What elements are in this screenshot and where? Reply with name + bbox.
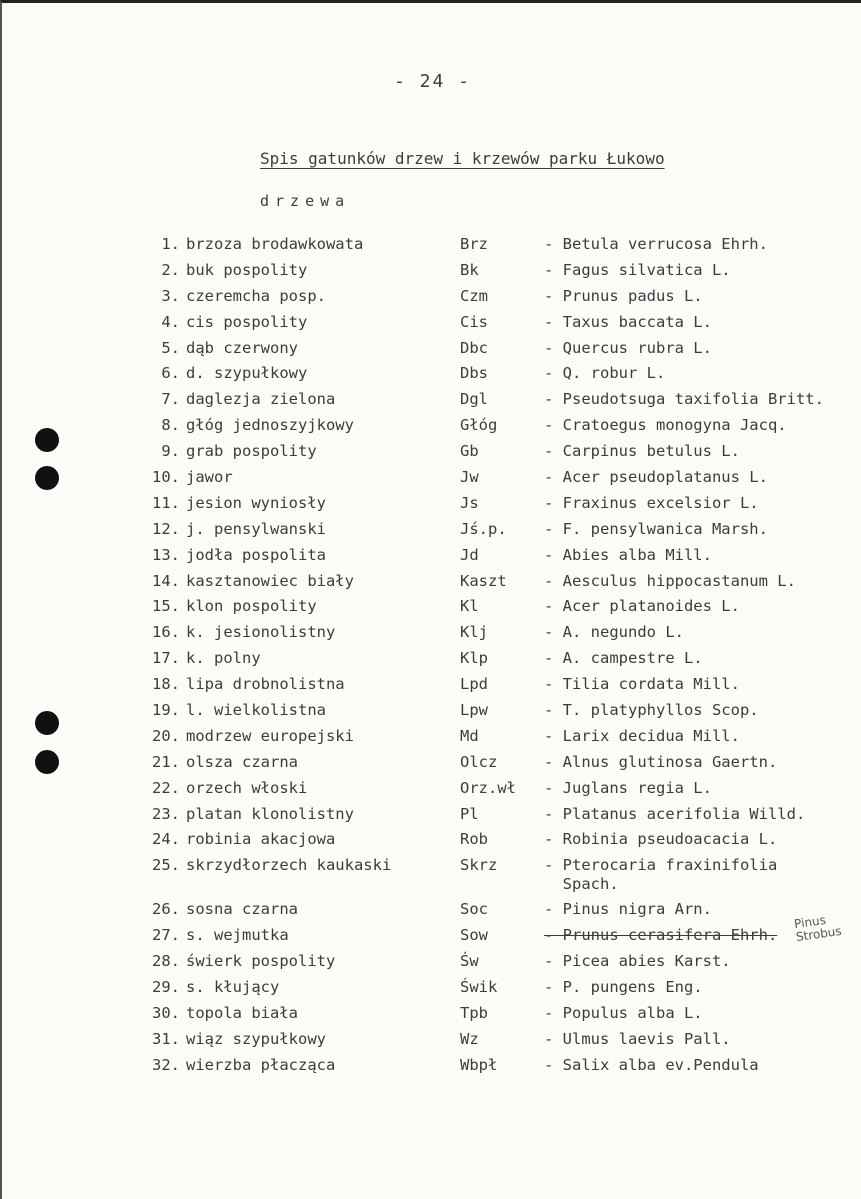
item-number: 27.	[152, 926, 180, 945]
abbreviation: Lpw	[460, 701, 488, 720]
list-item	[2, 546, 861, 572]
list-item	[2, 753, 861, 779]
polish-name: topola biała	[186, 1003, 298, 1022]
latin-name: - P. pungens Eng.	[544, 978, 703, 997]
item-number: 11.	[152, 493, 180, 512]
list-item	[2, 235, 861, 261]
abbreviation: Pl	[460, 804, 479, 823]
item-number: 3.	[161, 286, 180, 305]
latin-name: - F. pensylwanica Marsh.	[544, 519, 768, 538]
list-item	[2, 287, 861, 313]
page-title: Spis gatunków drzew i krzewów parku Łukowo	[260, 149, 665, 168]
latin-name: - Q. robur L.	[544, 364, 666, 383]
abbreviation: Wz	[460, 1029, 479, 1048]
abbreviation: Bk	[460, 260, 479, 279]
latin-name: - Carpinus betulus L.	[544, 442, 740, 461]
section-heading: drzewa	[260, 192, 351, 210]
item-number: 9.	[161, 442, 180, 461]
latin-name: - Salix alba ev.Pendula	[544, 1055, 759, 1074]
item-number: 2.	[161, 260, 180, 279]
polish-name: kasztanowiec biały	[186, 571, 354, 590]
abbreviation: Js	[460, 493, 479, 512]
abbreviation: Dbc	[460, 338, 488, 357]
punch-hole-icon	[35, 466, 59, 490]
abbreviation: Głóg	[460, 416, 498, 435]
latin-name: - Larix decidua Mill.	[544, 726, 740, 745]
latin-name: - Alnus glutinosa Gaertn.	[544, 752, 778, 771]
item-number: 21.	[152, 752, 180, 771]
abbreviation: Dbs	[460, 364, 488, 383]
list-item	[2, 442, 861, 468]
polish-name: jawor	[186, 468, 233, 487]
item-number: 31.	[152, 1029, 180, 1048]
list-item	[2, 856, 861, 900]
latin-name: - Cratoegus monogyna Jacq.	[544, 416, 787, 435]
item-number: 5.	[161, 338, 180, 357]
polish-name: klon pospolity	[186, 597, 317, 616]
item-number: 25.	[152, 856, 180, 875]
abbreviation: Świk	[460, 978, 498, 997]
list-item	[2, 805, 861, 831]
latin-name: - Ulmus laevis Pall.	[544, 1029, 731, 1048]
polish-name: lipa drobnolistna	[186, 675, 345, 694]
latin-name: - Fagus silvatica L.	[544, 260, 731, 279]
item-number: 20.	[152, 726, 180, 745]
punch-hole-icon	[35, 428, 59, 452]
polish-name: k. polny	[186, 649, 261, 668]
abbreviation: Sow	[460, 926, 488, 945]
polish-name: daglezja zielona	[186, 390, 336, 409]
polish-name: grab pospolity	[186, 442, 317, 461]
list-item	[2, 900, 861, 926]
list-item	[2, 520, 861, 546]
latin-name: - Platanus acerifolia Willd.	[544, 804, 806, 823]
latin-name: - Betula verrucosa Ehrh.	[544, 235, 768, 253]
list-item	[2, 675, 861, 701]
latin-name: - Fraxinus excelsior L.	[544, 493, 759, 512]
polish-name: wierzba płacząca	[186, 1055, 336, 1074]
list-item	[2, 494, 861, 520]
list-item	[2, 1004, 861, 1030]
polish-name: sosna czarna	[186, 900, 298, 919]
latin-name: - Aesculus hippocastanum L.	[544, 571, 796, 590]
abbreviation: Orz.wł	[460, 778, 516, 797]
polish-name: brzoza brodawkowata	[186, 235, 364, 253]
abbreviation: Klp	[460, 649, 488, 668]
item-number: 29.	[152, 978, 180, 997]
polish-name: d. szypułkowy	[186, 364, 308, 383]
latin-name: - Prunus cerasifera Ehrh.	[544, 926, 778, 945]
item-number: 14.	[152, 571, 180, 590]
polish-name: olsza czarna	[186, 752, 298, 771]
latin-name: - Pterocaria fraxinifolia Spach.	[544, 856, 778, 894]
punch-hole-icon	[35, 750, 59, 774]
polish-name: głóg jednoszyjkowy	[186, 416, 354, 435]
latin-name: - Pseudotsuga taxifolia Britt.	[544, 390, 824, 409]
list-item	[2, 364, 861, 390]
list-item	[2, 313, 861, 339]
list-item	[2, 572, 861, 598]
list-item	[2, 623, 861, 649]
item-number: 1.	[161, 235, 180, 253]
punch-hole-icon	[35, 711, 59, 735]
abbreviation: Czm	[460, 286, 488, 305]
item-number: 32.	[152, 1055, 180, 1074]
polish-name: platan klonolistny	[186, 804, 354, 823]
abbreviation: Tpb	[460, 1003, 488, 1022]
item-number: 15.	[152, 597, 180, 616]
list-item	[2, 926, 861, 952]
latin-name: - Picea abies Karst.	[544, 952, 731, 971]
polish-name: skrzydłorzech kaukaski	[186, 856, 392, 875]
item-number: 8.	[161, 416, 180, 435]
item-number: 19.	[152, 701, 180, 720]
list-item	[2, 727, 861, 753]
list-item	[2, 1030, 861, 1056]
item-number: 23.	[152, 804, 180, 823]
abbreviation: Jw	[460, 468, 479, 487]
latin-name: - Robinia pseudoacacia L.	[544, 830, 778, 849]
abbreviation: Kl	[460, 597, 479, 616]
abbreviation: Lpd	[460, 675, 488, 694]
polish-name: s. wejmutka	[186, 926, 289, 945]
abbreviation: Św	[460, 952, 479, 971]
list-item	[2, 952, 861, 978]
list-item	[2, 468, 861, 494]
polish-name: s. kłujący	[186, 978, 280, 997]
abbreviation: Cis	[460, 312, 488, 331]
latin-name: - Acer pseudoplatanus L.	[544, 468, 768, 487]
latin-name: - Juglans regia L.	[544, 778, 712, 797]
abbreviation: Olcz	[460, 752, 498, 771]
polish-name: cis pospolity	[186, 312, 308, 331]
list-item	[2, 416, 861, 442]
list-item	[2, 701, 861, 727]
polish-name: robinia akacjowa	[186, 830, 336, 849]
list-item	[2, 1056, 861, 1082]
latin-name: - A. campestre L.	[544, 649, 703, 668]
abbreviation: Wbpł	[460, 1055, 498, 1074]
latin-name: - T. platyphyllos Scop.	[544, 701, 759, 720]
latin-name: - Acer platanoides L.	[544, 597, 740, 616]
abbreviation: Klj	[460, 623, 488, 642]
abbreviation: Jś.p.	[460, 519, 507, 538]
latin-name: - Tilia cordata Mill.	[544, 675, 740, 694]
item-number: 7.	[161, 390, 180, 409]
item-number: 17.	[152, 649, 180, 668]
item-number: 18.	[152, 675, 180, 694]
polish-name: modrzew europejski	[186, 726, 354, 745]
item-number: 16.	[152, 623, 180, 642]
item-number: 30.	[152, 1003, 180, 1022]
item-number: 22.	[152, 778, 180, 797]
list-item	[2, 261, 861, 287]
latin-name: - Populus alba L.	[544, 1003, 703, 1022]
latin-name: - Pinus nigra Arn.	[544, 900, 712, 919]
item-number: 10.	[152, 468, 180, 487]
abbreviation: Jd	[460, 545, 479, 564]
polish-name: dąb czerwony	[186, 338, 298, 357]
polish-name: orzech włoski	[186, 778, 308, 797]
polish-name: wiąz szypułkowy	[186, 1029, 326, 1048]
latin-name: - Quercus rubra L.	[544, 338, 712, 357]
abbreviation: Md	[460, 726, 479, 745]
page-number: - 24 -	[393, 71, 472, 92]
polish-name: jodła pospolita	[186, 545, 326, 564]
polish-name: buk pospolity	[186, 260, 308, 279]
item-number: 12.	[152, 519, 180, 538]
polish-name: l. wielkolistna	[186, 701, 326, 720]
polish-name: czeremcha posp.	[186, 286, 326, 305]
abbreviation: Gb	[460, 442, 479, 461]
item-number: 24.	[152, 830, 180, 849]
abbreviation: Brz	[460, 235, 488, 253]
abbreviation: Rob	[460, 830, 488, 849]
polish-name: k. jesionolistny	[186, 623, 336, 642]
abbreviation: Skrz	[460, 856, 498, 875]
list-item	[2, 390, 861, 416]
latin-name: - A. negundo L.	[544, 623, 684, 642]
item-number: 28.	[152, 952, 180, 971]
latin-name: - Taxus baccata L.	[544, 312, 712, 331]
list-item	[2, 978, 861, 1004]
list-item	[2, 779, 861, 805]
item-number: 6.	[161, 364, 180, 383]
handwritten-note: Pinus Strobus	[793, 912, 843, 945]
list-item	[2, 597, 861, 623]
latin-name: - Prunus padus L.	[544, 286, 703, 305]
latin-name: - Abies alba Mill.	[544, 545, 712, 564]
item-number: 4.	[161, 312, 180, 331]
species-list	[2, 235, 861, 1082]
abbreviation: Dgl	[460, 390, 488, 409]
list-item	[2, 830, 861, 856]
polish-name: świerk pospolity	[186, 952, 336, 971]
abbreviation: Kaszt	[460, 571, 507, 590]
abbreviation: Soc	[460, 900, 488, 919]
polish-name: jesion wyniosły	[186, 493, 326, 512]
list-item	[2, 339, 861, 365]
item-number: 13.	[152, 545, 180, 564]
list-item	[2, 649, 861, 675]
item-number: 26.	[152, 900, 180, 919]
polish-name: j. pensylwanski	[186, 519, 326, 538]
